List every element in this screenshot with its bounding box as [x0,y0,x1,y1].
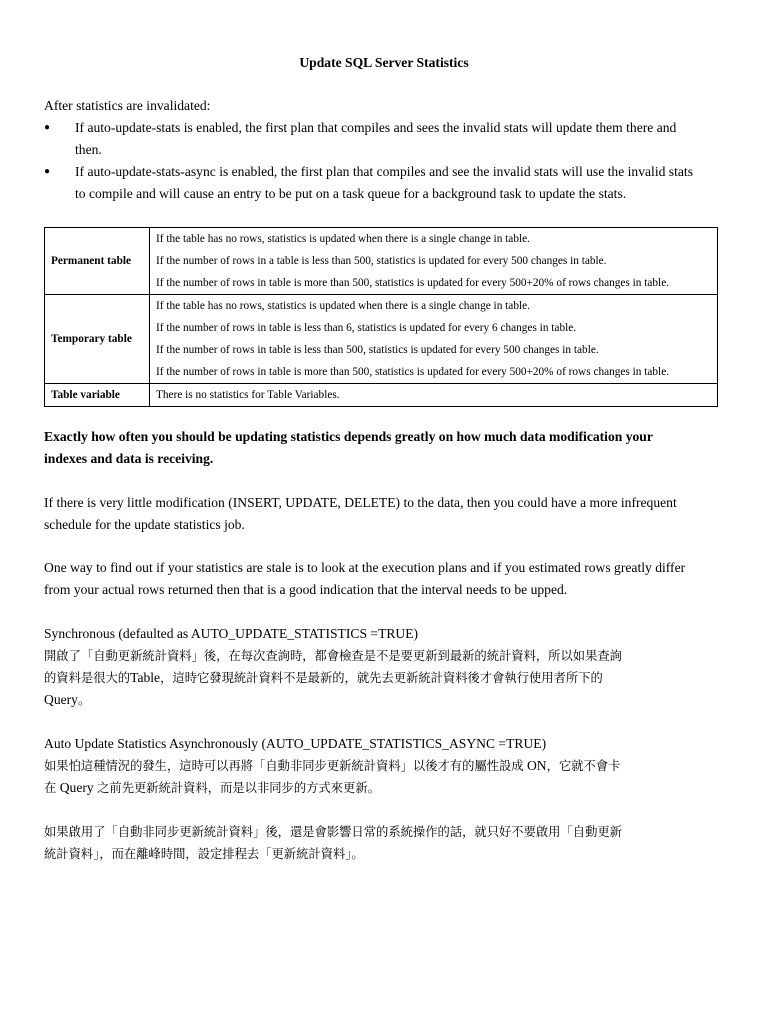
table-row [45,384,718,407]
bullet-dot-icon: ● [44,166,51,177]
async-line-1-part-a: 如果怕這種情況的發生，這時可以再將「自動非同步更新統計資料」以後才有的屬性設成 [44,759,524,773]
table-cell-line: If the table has no rows, statistics is updated when there is a single change in table. [156,233,530,245]
row-description [150,295,718,384]
table-row [45,295,718,384]
bullet-1-line-1: If auto-update-stats is enabled, the first plan that compiles and sees the invalid stats will update them there and [75,120,677,135]
final-paragraph-line-2: 統計資料」，而在離峰時間，設定排程去「更新統計資料」。 [44,847,364,861]
final-paragraph-line-1: 如果啟用了「自動非同步更新統計資料」後，還是會影響日常的系統操作的話，就只好不要啟用「自動更新 [44,825,622,839]
bold-paragraph-line-1: Exactly how often you should be updating statistics depends greatly on how much data modification your [44,429,653,444]
async-line-1-part-c: ，它就不會卡 [546,759,621,773]
sync-line-3 [44,689,734,711]
row-description [150,384,718,407]
table-cell-line: If the number of rows in a table is less than 500, statistics is updated for every 500 changes in table. [156,255,607,267]
paragraph-3-line-1: One way to find out if your statistics are stale is to look at the execution plans and if you estimated rows greatly differ [44,560,686,575]
bullet-2-line-1: If auto-update-stats-async is enabled, the first plan that compiles and see the invalid stats will use the invalid stats [75,164,693,179]
async-line-2-part-b: Query [56,780,98,795]
row-label-permanent-table: Permanent table [45,228,150,295]
async-line-2 [44,777,734,799]
document-title: Update SQL Server Statistics [299,55,469,70]
bullet-dot-icon: ● [44,122,51,133]
async-line-1 [44,755,734,777]
table-row [45,228,718,295]
sync-line-2 [44,667,734,689]
row-description [150,228,718,295]
sync-line-1: 開啟了「自動更新統計資料」後，在每次查詢時，都會檢查是不是要更新到最新的統計資料，所以如果查詢 [44,649,622,663]
sync-heading: Synchronous (defaulted as AUTO_UPDATE_STATISTICS =TRUE) [44,626,419,641]
sync-line-2-part-a: 的資料是很大的 [44,671,131,685]
paragraph-3-line-2: from your actual rows returned then that is a good indication that the interval needs to be upped. [44,582,568,597]
bullet-1-line-2: then. [75,142,102,157]
table-cell-line: There is no statistics for Table Variables. [156,389,340,401]
async-line-2-part-a: 在 [44,781,57,795]
table-cell-line: If the number of rows in table is less than 6, statistics is updated for every 6 changes in table. [156,322,577,334]
sync-line-3-part-a: Query [44,692,78,707]
paragraph-2-line-2: schedule for the update statistics job. [44,517,245,532]
row-label-table-variable: Table variable [45,384,150,407]
sync-line-2-part-c: ，這時它發現統計資料不是最新的，就先去更新統計資料後才會執行使用者所下的 [160,671,603,685]
sync-line-2-part-b: Table [130,670,161,685]
table-cell-line: If the number of rows in table is more than 500, statistics is updated for every 500+20% of rows changes in table. [156,277,670,289]
paragraph-2-line-1: If there is very little modification (INSERT, UPDATE, DELETE) to the data, then you could have a more infrequent [44,495,677,510]
statistics-table [44,227,718,407]
intro-text: After statistics are invalidated: [44,98,211,113]
bullet-2-line-2: to compile and will cause an entry to be put on a task queue for a background task to update the stats. [75,186,627,201]
async-heading: Auto Update Statistics Asynchronously (AUTO_UPDATE_STATISTICS_ASYNC =TRUE) [44,736,547,751]
row-label-temporary-table: Temporary table [45,295,150,384]
bold-paragraph-line-2: indexes and data is receiving. [44,451,214,466]
table-cell-line: If the number of rows in table is more than 500, statistics is updated for every 500+20% of rows changes in table. [156,366,670,378]
sync-line-3-part-b: 。 [77,693,91,707]
table-cell-line: If the table has no rows, statistics is updated when there is a single change in table. [156,300,530,312]
async-line-2-part-c: 之前先更新統計資料，而是以非同步的方式來更新。 [97,781,380,795]
async-line-1-part-b: ON [523,758,547,773]
table-cell-line: If the number of rows in table is less than 500, statistics is updated for every 500 changes in table. [156,344,599,356]
